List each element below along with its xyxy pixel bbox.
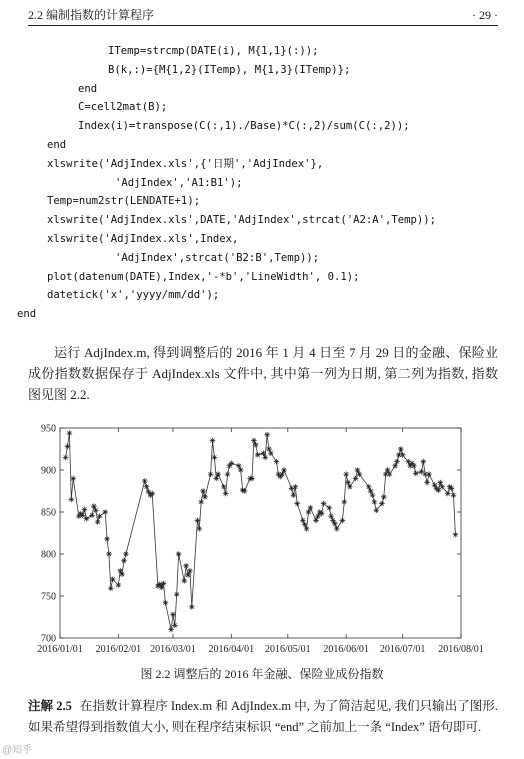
code-line: xlswrite('AdjIndex.xls',Index, <box>47 232 239 245</box>
data-point-marker <box>183 563 189 569</box>
code-line: C=cell2mat(B); <box>78 101 168 114</box>
code-line: datetick('x','yyyy/mm/dd'); <box>47 289 220 302</box>
y-tick-label: 800 <box>41 549 56 561</box>
code-line: ITemp=strcmp(DATE(i), M{1,1}(:)); <box>108 45 319 57</box>
data-point-marker <box>104 536 110 542</box>
x-tick-label: 2016/06/01 <box>323 644 369 655</box>
plot-frame <box>60 428 461 638</box>
x-tick-label: 2016/07/01 <box>379 644 426 655</box>
data-point-marker <box>195 518 201 524</box>
data-point-marker <box>340 518 346 524</box>
x-tick-label: 2016/01/01 <box>37 644 83 655</box>
x-tick-label: 2016/08/01 <box>438 644 484 655</box>
y-tick-label: 900 <box>41 465 56 477</box>
note-text: 在指数计算程序 Index.m 和 AdjIndex.m 中, 为了简洁起见, 我们只输出了图形. 如果希望得到指数值大小, 则在程序结束标识 “end” 之前加上一条 “Index” 语句即可. <box>28 699 498 734</box>
data-point-marker <box>106 551 112 557</box>
code-line: 'AdjIndex',strcat('B2:B',Temp)); <box>115 251 320 264</box>
x-tick-label: 2016/05/01 <box>265 644 311 655</box>
code-line: end <box>78 82 98 95</box>
code-line: Index(i)=transpose(C(:,1)./Base)*C(:,2)/sum(C(:,2)); <box>78 120 410 133</box>
data-point-marker <box>381 494 387 500</box>
note-paragraph <box>28 696 498 738</box>
page-number: · 29 · <box>472 8 498 22</box>
figure-chart <box>0 420 524 660</box>
code-line: 'AdjIndex','A1:B1'); <box>115 176 243 189</box>
section-title: 2.2 编制指数的计算程序 <box>28 8 155 22</box>
data-point-marker <box>163 600 169 606</box>
y-tick-label: 850 <box>41 507 56 519</box>
data-point-marker <box>123 551 129 557</box>
x-tick-label: 2016/03/01 <box>150 644 196 655</box>
code-line: Temp=num2str(LENDATE+1); <box>47 195 201 208</box>
data-point-marker <box>400 452 406 458</box>
data-point-marker <box>102 509 108 515</box>
figure-caption: 图 2.2 调整后的 2016 年金融、保险业成份指数 <box>140 667 384 681</box>
watermark: @知乎 <box>2 745 33 756</box>
x-tick-label: 2016/04/01 <box>208 644 255 655</box>
data-point-marker <box>161 581 167 587</box>
code-listing <box>0 42 524 324</box>
code-line: end <box>47 138 67 151</box>
page-header <box>28 6 498 24</box>
data-point-marker <box>202 494 208 500</box>
data-point-marker <box>84 516 90 522</box>
code-line: plot(datenum(DATE),Index,'-*b','LineWidth', 0.1); <box>47 270 360 283</box>
y-tick-label: 750 <box>41 591 56 603</box>
line-chart <box>0 420 524 660</box>
y-tick-label: 700 <box>41 633 56 645</box>
code-line: xlswrite('AdjIndex.xls',DATE,'AdjIndex',strcat('A2:A',Temp)); <box>47 214 437 227</box>
data-point-marker <box>255 452 261 458</box>
note-label: 注解 2.5 <box>28 699 72 713</box>
data-point-marker <box>176 551 182 557</box>
data-point-marker <box>398 446 404 452</box>
data-point-marker <box>200 488 206 494</box>
data-point-marker <box>181 578 187 584</box>
data-point-marker <box>332 521 338 527</box>
header-rule <box>28 25 498 26</box>
y-tick-label: 950 <box>41 423 56 435</box>
data-point-marker <box>264 432 270 438</box>
x-tick-label: 2016/02/01 <box>95 644 142 655</box>
body-paragraph: 运行 AdjIndex.m, 得到调整后的 2016 年 1 月 4 日至 7 月 29 日的金融、保险业成份指数数据保存于 AdjIndex.xls 文件中, 其中第一列为日期, 第二列为指数, 指数图见图 2.2. <box>28 345 498 402</box>
code-line: xlswrite('AdjIndex.xls',{'日期','AdjIndex'}, <box>47 157 324 170</box>
code-line: end <box>17 308 37 321</box>
code-line: B(k,:)={M{1,2}(ITemp), M{1,3}(ITemp)}; <box>108 63 351 76</box>
